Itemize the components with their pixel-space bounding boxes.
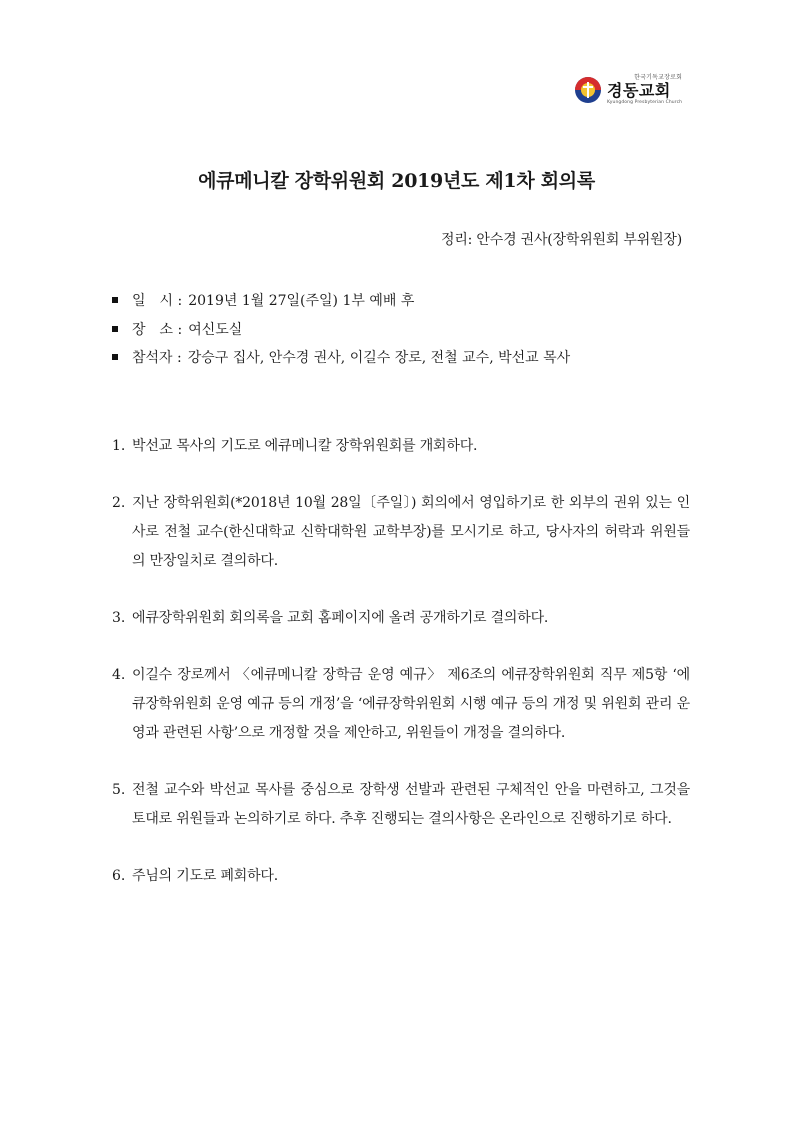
info-value: 강승구 집사, 안수경 권사, 이길수 장로, 전철 교수, 박선교 목사 <box>187 350 571 366</box>
info-item-place <box>112 319 692 348</box>
item-text: 주님의 기도로 폐회하다. <box>132 868 278 884</box>
item-text: 에큐장학위원회 회의록을 교회 홈페이지에 올려 공개하기로 결의하다. <box>132 610 549 626</box>
minutes-items <box>112 432 690 919</box>
meeting-info-list <box>112 290 692 376</box>
minutes-item <box>112 661 690 748</box>
item-number: 3. <box>112 610 126 626</box>
document-title: 에큐메니칼 장학위원회 2019년도 제1차 회의록 <box>198 170 595 192</box>
square-bullet-icon <box>112 297 118 303</box>
item-text: 이길수 장로께서 〈에큐메니칼 장학금 운영 예규〉 제6조의 에큐장학위원회 직무 제5항 ‘에큐장학위원회 운영 예규 등의 개정’을 ‘에큐장학위원회 시행 예규 등의 개정 및 위원회 관리 운영과 관련된 사항’으로 개정할 것을 제안하고, 위원들이 개정을 결의하다. <box>132 667 690 741</box>
info-label: 일 시 : <box>132 293 183 309</box>
item-number: 1. <box>112 438 126 454</box>
item-number: 6. <box>112 868 126 884</box>
info-item-attendees <box>112 347 692 376</box>
info-value: 2019년 1월 27일(주일) 1부 예배 후 <box>188 293 415 309</box>
info-label: 참석자 : <box>132 350 182 366</box>
item-number: 2. <box>112 495 126 511</box>
minutes-item <box>112 489 690 576</box>
info-item-datetime <box>112 290 692 319</box>
recorder-line: 정리: 안수경 권사(장학위원회 부위원장) <box>441 232 682 248</box>
church-logo <box>574 72 686 108</box>
minutes-item <box>112 432 690 461</box>
item-text: 전철 교수와 박선교 목사를 중심으로 장학생 선발과 관련된 구체적인 안을 마련하고, 그것을 토대로 위원들과 논의하기로 하다. 추후 진행되는 결의사항은 온라인으로 진행하기로 하다. <box>132 782 690 827</box>
logo-church-name: 경동교회 <box>607 80 671 100</box>
church-emblem-icon <box>574 76 602 104</box>
logo-english-name: Kyungdong Presbyterian Church <box>607 99 683 105</box>
minutes-item <box>112 862 690 891</box>
logo-denomination: 한국기독교장로회 <box>634 73 683 81</box>
info-label: 장 소 : <box>132 321 183 338</box>
item-text: 지난 장학위원회(*2018년 10월 28일〔주일〕) 회의에서 영입하기로 한 외부의 권위 있는 인사로 전철 교수(한신대학교 신학대학원 교학부장)를 모시기로 하고, 당사자의 허락과 위원들의 만장일치로 결의하다. <box>132 495 690 569</box>
item-text: 박선교 목사의 기도로 에큐메니칼 장학위원회를 개회하다. <box>132 438 478 454</box>
square-bullet-icon <box>112 326 118 332</box>
minutes-item <box>112 604 690 633</box>
item-number: 4. <box>112 667 126 683</box>
item-number: 5. <box>112 782 126 798</box>
info-value: 여신도실 <box>188 321 243 338</box>
minutes-item <box>112 776 690 834</box>
square-bullet-icon <box>112 354 118 360</box>
